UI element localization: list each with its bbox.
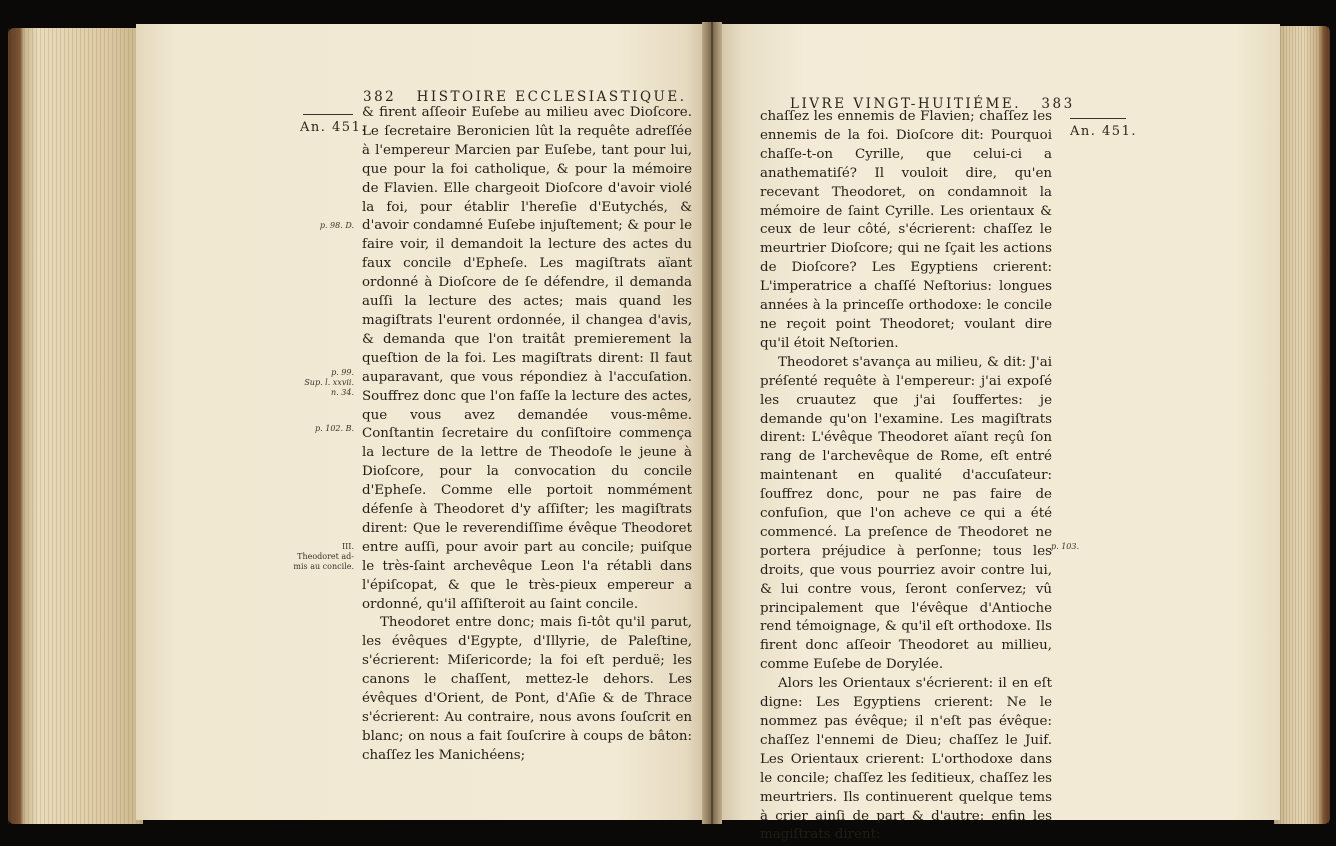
left-year-rule: [303, 114, 353, 115]
right-paragraph-3: Alors les Orientaux s'écrierent: il en eſt digne: Les Egyptiens crierent: Ne le nommez pas évêque; il n'eſt pas évêque: chaſſez l'ennemi de Dieu; chaſſez le Juif. Les Orientaux crierent: L'orthodoxe dans le concile; chaſſez les ſeditieux, chaſſez les meurtriers. Ils continuerent quelque tems à crier ainſi de part & d'autre: enfin les magiſtrats dirent:: [760, 676, 1052, 843]
left-year-label: An. 451.: [300, 120, 367, 135]
right-page-number: 383: [1041, 96, 1075, 112]
margin-note-section-3: III. Theodoret ad- mis au concile.: [293, 542, 354, 571]
right-running-head: LIVRE VINGT-HUITIÉME.: [790, 96, 1022, 112]
left-page-header: [363, 89, 687, 105]
left-page-body: [362, 104, 692, 766]
left-page-number: 382: [363, 89, 397, 105]
book-gutter: [702, 22, 722, 824]
left-running-head: HISTOIRE ECCLESIASTIQUE.: [416, 89, 687, 105]
right-page-edges: [1274, 26, 1330, 824]
margin-note-p98: p. 98. D.: [319, 221, 354, 230]
right-page-body: [760, 108, 1052, 845]
right-paragraph-1: chaſſez les ennemis de Flavien; chaſſez les ennemis de la foi. Dioſcore dit: Pourquoi chaſſe-t-on Cyrille, que celui-ci a anathematiſé? Il vouloit dire, qu'en recevant Theodoret, on condamnoit la mémoire de ſaint Cyrille. Les orientaux & ceux de leur côté, s'écrierent: chaſſez le meurtrier Dioſcore; qui ne ſçait les actions de Dioſcore? Les Egyptiens crierent: L'imperatrice a chaſſé Neſtorius: longues années à la princeſſe orthodoxe: le concile ne reçoit point Theodoret; voulant dire qu'il étoit Neſtorien.: [760, 109, 1052, 351]
right-paragraph-2: Theodoret s'avança au milieu, & dit: J'ai préſenté requête à l'empereur: j'ai expoſé les cruautez que j'ai ſouffertes: je demande qu'on l'examine. Les magiſtrats dirent: L'évêque Theodoret aïant reçû ſon rang de l'archevêque de Rome, eſt entré maintenant en qualité d'accuſateur: ſouffrez donc, pour ne pas faire de confuſion, que l'on acheve ce qui a été commencé. La preſence de Theodoret ne portera préjudice à perſonne; tous les droits, que vous pourriez avoir contre lui, & lui contre vous, ſeront conſervez; vû principalement que l'évêque d'Antioche rend témoignage, & qu'il eſt orthodoxe. Ils firent donc aſſeoir Theodoret au millieu, comme Euſebe de Dorylée.: [760, 354, 1052, 673]
left-paragraph-2: Theodoret entre donc; mais ſi-tôt qu'il parut, les évêques d'Egypte, d'Illyrie, de Paleſtine, s'écrierent: Miſericorde; la foi eſt perduë; les canons le chaſſent, mettez-le dehors. Les évêques d'Orient, de Pont, d'Aſie & de Thrace s'écrierent: Au contraire, nous avons ſouſcrit en blanc; on nous a fait ſouſcrire à coups de bâton: chaſſez les Manichéens;: [362, 615, 692, 763]
left-page-edges: [8, 28, 143, 824]
open-book: [8, 22, 1330, 843]
margin-note-p103: p. 103.: [1051, 542, 1080, 551]
margin-note-p102: p. 102. B.: [315, 424, 354, 433]
right-year-rule: [1070, 118, 1126, 119]
margin-note-p99: p. 99. Sup. l. xxvii. n. 34.: [304, 368, 354, 397]
right-year-label: An. 451.: [1070, 124, 1137, 139]
left-paragraph-1: & firent aſſeoir Euſebe au milieu avec Dioſcore. Le ſecretaire Beronicien lût la requête adreſſée à l'empereur Marcien par Euſebe, tant pour lui, que pour la foi catholique, & pour la mémoire de Flavien. Elle chargeoit Dioſcore d'avoir violé la foi, pour établir l'hereſie d'Eutychés, & d'avoir condamné Euſebe injuſtement; & pour le faire voir, il demandoit la lecture des actes du faux concile d'Epheſe. Les magiſtrats aïant ordonné à Dioſcore de ſe défendre, il demanda auſſi la lecture des actes; mais quand les magiſtrats l'eurent ordonnée, il changea d'avis, & demanda que l'on traitât premierement la queſtion de la foi. Les magiſtrats dirent: Il faut auparavant, que vous répondiez à l'accuſation. Souffrez donc que l'on faſſe la lecture des actes, que vous avez demandée vous-même. Conſtantin ſecretaire du conſiſtoire commença la lecture de la lettre de Theodoſe le jeune à Dioſcore, pour la convocation du concile d'Epheſe. Comme elle portoit nommément défenſe à Theodoret d'y aſſiſter; les magiſtrats dirent: Que le reverendiſſime évêque Theodoret entre auſſi, pour avoir part au concile; puiſque le très-ſaint archevêque Leon l'a rétabli dans l'épiſcopat, & que le très-pieux empereur a ordonné, qu'il aſſiſteroit au ſaint concile.: [362, 105, 692, 612]
